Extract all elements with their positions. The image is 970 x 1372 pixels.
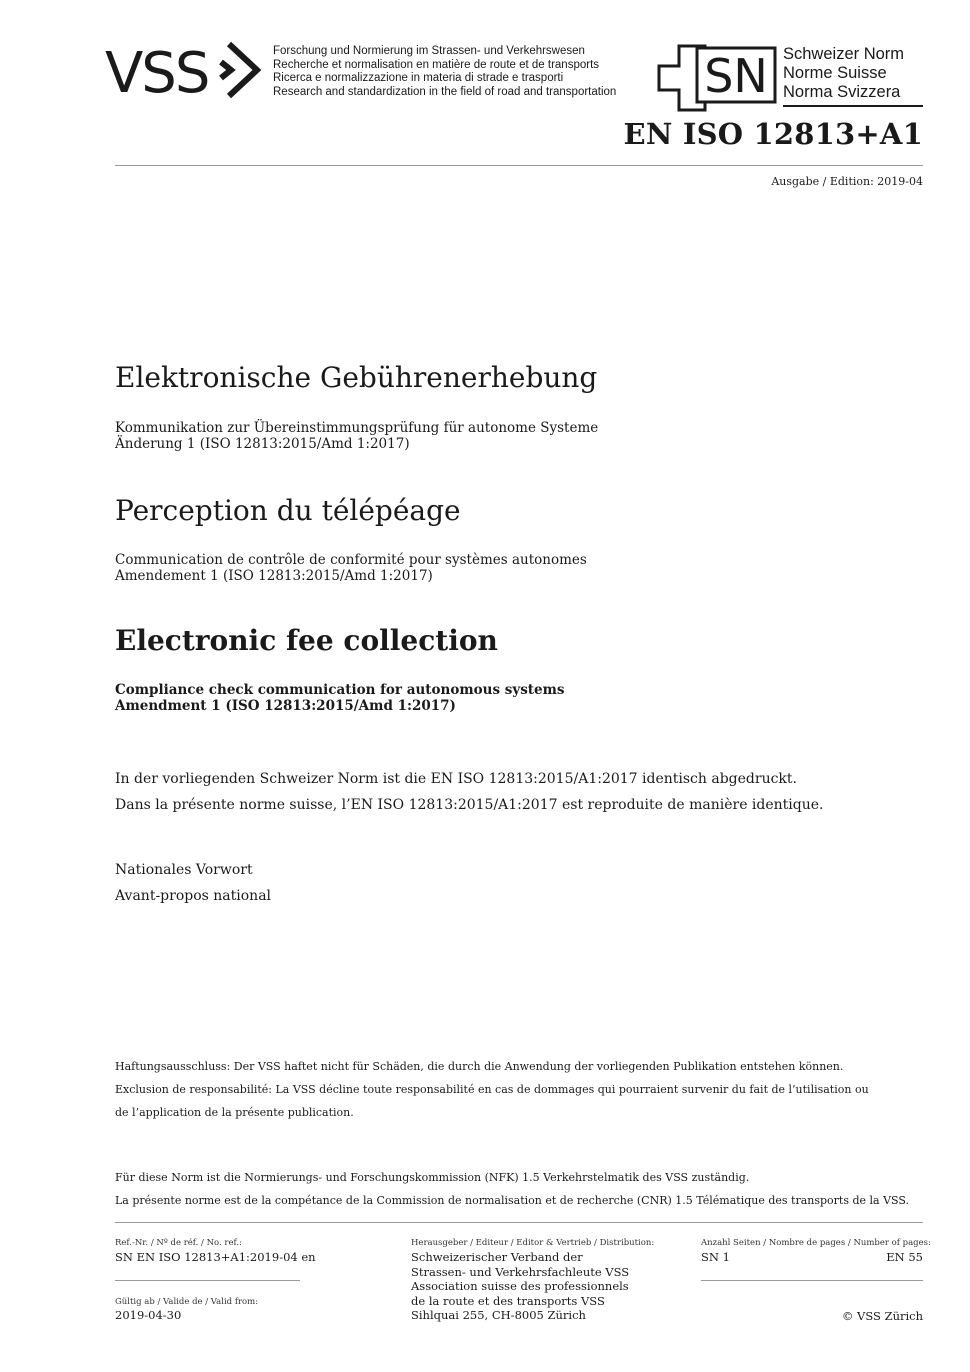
title-german: Elektronische Gebührenerhebung — [115, 361, 598, 394]
national-foreword-fr: Avant-propos national — [115, 888, 272, 904]
sn-line-it: Norma Svizzera — [783, 83, 901, 101]
publisher-line: Schweizerischer Verband der — [411, 1250, 583, 1264]
subtitle-english-line2: Amendment 1 (ISO 12813:2015/Amd 1:2017) — [115, 698, 456, 714]
national-foreword-de: Nationales Vorwort — [115, 862, 253, 878]
reference-divider — [115, 1280, 300, 1281]
title-english: Electronic fee collection — [115, 624, 498, 657]
vss-logo-text: VSS — [105, 41, 209, 100]
footer-divider — [115, 1222, 923, 1223]
responsibility-de: Für diese Norm ist die Normierungs- und Forschungskommission (NFK) 1.5 Verkehrstelmatik des VSS zuständig. — [115, 1171, 750, 1184]
sn-logo-text: SN — [704, 49, 768, 103]
vss-line-en: Research and standardization in the field of road and transportation — [273, 85, 617, 98]
publisher-line: de la route et des transports VSS — [411, 1293, 605, 1308]
vss-line-it: Ricerca e normalizzazione in materia di strade e trasporti — [273, 72, 564, 85]
subtitle-french-line2: Amendement 1 (ISO 12813:2015/Amd 1:2017) — [115, 568, 433, 584]
header-divider — [115, 165, 923, 166]
responsibility-fr: La présente norme est de la compétance de la Commission de normalisation et de recherche (CNR) 1.5 Télématique des transports de la VSS. — [115, 1194, 910, 1207]
reference-number-label: Ref.-Nr. / Nº de réf. / No. ref.: — [115, 1238, 242, 1248]
identical-statement-de: In der vorliegenden Schweizer Norm ist die EN ISO 12813:2015/A1:2017 identisch abgedruckt. — [115, 771, 797, 787]
page-count-label: Anzahl Seiten / Nombre de pages / Number of pages: — [701, 1238, 931, 1248]
subtitle-french-line1: Communication de contrôle de conformité pour systèmes autonomes — [115, 552, 587, 568]
vss-line-de: Forschung und Normierung im Strassen- und Verkehrswesen — [273, 45, 585, 57]
disclaimer-fr-line2: de l’application de la présente publication. — [115, 1106, 354, 1119]
valid-from-label: Gültig ab / Valide de / Valid from: — [115, 1297, 259, 1307]
subtitle-english-line1: Compliance check communication for autonomous systems — [115, 682, 565, 698]
reference-number-value: SN EN ISO 12813+A1:2019-04 en — [115, 1250, 316, 1264]
disclaimer-fr-line1: Exclusion de responsabilité: La VSS décline toute responsabilité en cas de dommages qui pourraient survenir du fait de l’utilisation ou — [115, 1083, 869, 1096]
vss-line-fr: Recherche et normalisation en matière de route et de transports — [273, 58, 600, 71]
subtitle-french — [115, 552, 587, 584]
vss-logo — [105, 40, 265, 100]
standard-number: EN ISO 12813+A1 — [623, 117, 923, 151]
identical-statement-fr: Dans la présente norme suisse, l’EN ISO 12813:2015/A1:2017 est reproduite de manière identique. — [115, 797, 824, 813]
sn-line-fr: Norme Suisse — [783, 64, 887, 82]
page-count-divider — [701, 1280, 923, 1281]
valid-from-value: 2019-04-30 — [115, 1308, 182, 1322]
title-french: Perception du télépéage — [115, 494, 461, 527]
page-count-en: EN 55 — [886, 1250, 923, 1264]
sn-underline — [783, 105, 923, 107]
sn-line-de: Schweizer Norm — [783, 45, 905, 63]
page-count-sn: SN 1 — [701, 1250, 730, 1264]
publisher-address — [411, 1250, 629, 1323]
subtitle-german-line2: Änderung 1 (ISO 12813:2015/Amd 1:2017) — [115, 436, 410, 452]
subtitle-german-line1: Kommunikation zur Übereinstimmungsprüfung für autonome Systeme — [115, 420, 599, 436]
publisher-label: Herausgeber / Editeur / Editor & Vertrieb / Distribution: — [411, 1238, 655, 1248]
publisher-line: Association suisse des professionnels — [411, 1279, 629, 1294]
sn-norm-lines — [783, 45, 904, 102]
edition-date: Ausgabe / Edition: 2019-04 — [771, 175, 923, 188]
publisher-line: Strassen- und Verkehrsfachleute VSS — [411, 1264, 630, 1279]
subtitle-german — [115, 420, 598, 452]
vss-arrow-icon — [221, 44, 257, 96]
vss-organization-lines — [273, 45, 616, 99]
sn-logo — [657, 44, 779, 112]
publisher-line: Sihlquai 255, CH-8005 Zürich — [411, 1308, 586, 1323]
subtitle-english — [115, 682, 565, 714]
copyright-notice: © VSS Zürich — [841, 1309, 923, 1323]
disclaimer-de: Haftungsausschluss: Der VSS haftet nicht für Schäden, die durch die Anwendung der vorliegenden Publikation entstehen können. — [115, 1060, 844, 1073]
